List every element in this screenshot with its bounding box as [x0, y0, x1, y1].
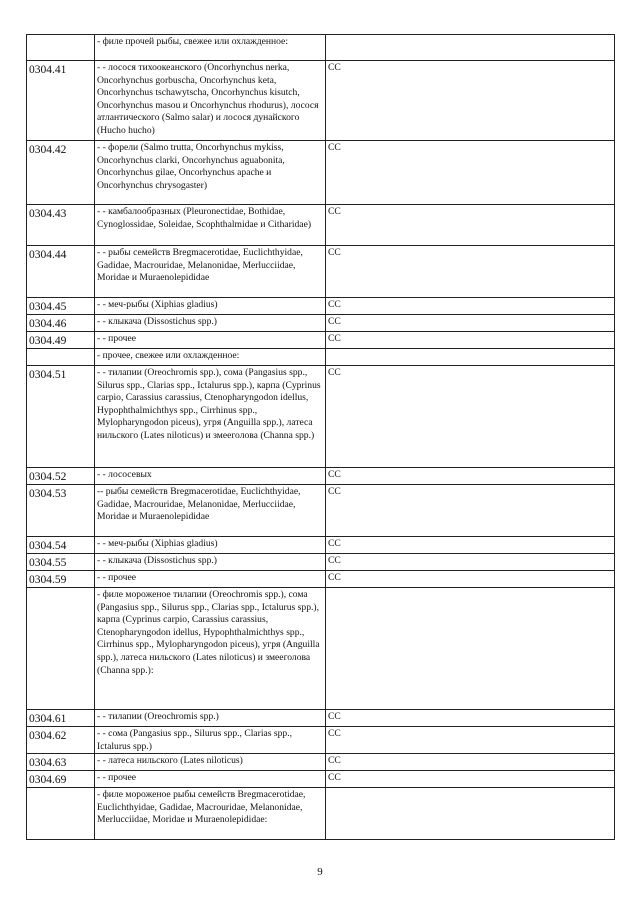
- rule-cell: CC: [326, 554, 615, 571]
- rule-cell: CC: [326, 710, 615, 727]
- rule-cell: [326, 588, 615, 710]
- tariff-table-body: [27, 35, 615, 840]
- rule-cell: CC: [326, 298, 615, 315]
- description-cell: - - тилапии (Oreochromis spp.): [95, 710, 326, 727]
- code-cell: 0304.49: [27, 332, 95, 349]
- rule-cell: CC: [326, 205, 615, 246]
- code-cell: 0304.69: [27, 771, 95, 788]
- code-cell: [27, 588, 95, 710]
- code-cell: [27, 788, 95, 840]
- rule-cell: CC: [326, 366, 615, 468]
- table-row: [27, 754, 615, 771]
- table-row: [27, 366, 615, 468]
- table-row: [27, 315, 615, 332]
- description-cell: - - меч-рыбы (Xiphias gladius): [95, 298, 326, 315]
- rule-cell: CC: [326, 332, 615, 349]
- description-cell: - - латеса нильского (Lates niloticus): [95, 754, 326, 771]
- table-row: [27, 537, 615, 554]
- rule-cell: [326, 35, 615, 61]
- description-cell: - - меч-рыбы (Xiphias gladius): [95, 537, 326, 554]
- page-number: 9: [317, 866, 323, 878]
- table-row: [27, 332, 615, 349]
- table-row: [27, 61, 615, 141]
- rule-cell: CC: [326, 771, 615, 788]
- table-row: [27, 35, 615, 61]
- table-row: [27, 205, 615, 246]
- rule-cell: CC: [326, 537, 615, 554]
- description-cell: -- рыбы семейств Bregmacerotidae, Euclichthyidae, Gadidae, Macrouridae, Melanonidae, Merlucciidae, Moridae и Muraenolepididae: [95, 485, 326, 537]
- rule-cell: CC: [326, 61, 615, 141]
- table-row: [27, 246, 615, 298]
- description-cell: - - тилапии (Oreochromis spp.), сома (Pangasius spp., Silurus spp., Clarias spp., Ictalurus spp.), карпа (Cyprinus carpio, Carassius carassius, Ctenopharyngodon idellus, Hypophthalmichthys spp., Cirrhinus spp., Mylopharyngodon piceus), угря (Anguilla spp.), латеса нильского (Lates niloticus) и змееголова (Channa spp.): [95, 366, 326, 468]
- tariff-table: [26, 34, 615, 840]
- code-cell: 0304.44: [27, 246, 95, 298]
- description-cell: - - форели (Salmo trutta, Oncorhynchus mykiss, Oncorhynchus clarki, Oncorhynchus aguabonita, Oncorhynchus gilae, Oncorhynchus apache и Oncorhynchus chrysogaster): [95, 141, 326, 205]
- rule-cell: [326, 788, 615, 840]
- table-row: [27, 571, 615, 588]
- table-row: [27, 485, 615, 537]
- rule-cell: CC: [326, 754, 615, 771]
- code-cell: 0304.61: [27, 710, 95, 727]
- table-row: [27, 710, 615, 727]
- description-cell: - - лососевых: [95, 468, 326, 485]
- table-row: [27, 298, 615, 315]
- description-cell: - - клыкача (Dissostichus spp.): [95, 315, 326, 332]
- description-cell: - - прочее: [95, 571, 326, 588]
- rule-cell: CC: [326, 571, 615, 588]
- table-row: [27, 554, 615, 571]
- table-row: [27, 468, 615, 485]
- description-cell: - филе прочей рыбы, свежее или охлажденное:: [95, 35, 326, 61]
- table-row: [27, 141, 615, 205]
- description-cell: - - рыбы семейств Bregmacerotidae, Euclichthyidae, Gadidae, Macrouridae, Melanonidae, Merlucciidae, Moridae и Muraenolepididae: [95, 246, 326, 298]
- code-cell: 0304.45: [27, 298, 95, 315]
- rule-cell: CC: [326, 468, 615, 485]
- code-cell: 0304.52: [27, 468, 95, 485]
- code-cell: 0304.59: [27, 571, 95, 588]
- rule-cell: CC: [326, 246, 615, 298]
- code-cell: 0304.41: [27, 61, 95, 141]
- description-cell: - - камбалообразных (Pleuronectidae, Bothidae, Cynoglossidae, Soleidae, Scophthalmidae и Citharidae): [95, 205, 326, 246]
- code-cell: 0304.46: [27, 315, 95, 332]
- code-cell: 0304.51: [27, 366, 95, 468]
- description-cell: - - лосося тихоокеанского (Oncorhynchus nerka, Oncorhynchus gorbuscha, Oncorhynchus keta, Oncorhynchus tschawytscha, Oncorhynchus kisutch, Oncorhynchus masou и Oncorhynchus rhodurus), лосося атлантического (Salmo salar) и лосося дунайского (Hucho hucho): [95, 61, 326, 141]
- code-cell: 0304.62: [27, 727, 95, 754]
- rule-cell: CC: [326, 485, 615, 537]
- rule-cell: CC: [326, 141, 615, 205]
- rule-cell: CC: [326, 727, 615, 754]
- description-cell: - филе мороженое тилапии (Oreochromis spp.), сома (Pangasius spp., Silurus spp., Clarias spp., Ictalurus spp.), карпа (Cyprinus carpio, Carassius carassius, Ctenopharyngodon idellus, Hypophthalmichthys spp., Cirrhinus spp., Mylopharyngodon piceus), угря (Anguilla spp.), латеса нильского (Lates niloticus) и змееголова (Channa spp.):: [95, 588, 326, 710]
- table-row: [27, 771, 615, 788]
- rule-cell: [326, 349, 615, 366]
- description-cell: - прочее, свежее или охлажденное:: [95, 349, 326, 366]
- description-cell: - - клыкача (Dissostichus spp.): [95, 554, 326, 571]
- code-cell: 0304.43: [27, 205, 95, 246]
- description-cell: - - сома (Pangasius spp., Silurus spp., Clarias spp., Ictalurus spp.): [95, 727, 326, 754]
- description-cell: - - прочее: [95, 332, 326, 349]
- rule-cell: CC: [326, 315, 615, 332]
- code-cell: [27, 349, 95, 366]
- code-cell: [27, 35, 95, 61]
- description-cell: - - прочее: [95, 771, 326, 788]
- code-cell: 0304.42: [27, 141, 95, 205]
- code-cell: 0304.53: [27, 485, 95, 537]
- code-cell: 0304.63: [27, 754, 95, 771]
- code-cell: 0304.55: [27, 554, 95, 571]
- table-row: [27, 588, 615, 710]
- code-cell: 0304.54: [27, 537, 95, 554]
- table-row: [27, 727, 615, 754]
- table-row: [27, 349, 615, 366]
- table-row: [27, 788, 615, 840]
- description-cell: - филе мороженое рыбы семейств Bregmacerotidae, Euclichthyidae, Gadidae, Macrouridae, Melanonidae, Merlucciidae, Moridae и Muraenolepididae:: [95, 788, 326, 840]
